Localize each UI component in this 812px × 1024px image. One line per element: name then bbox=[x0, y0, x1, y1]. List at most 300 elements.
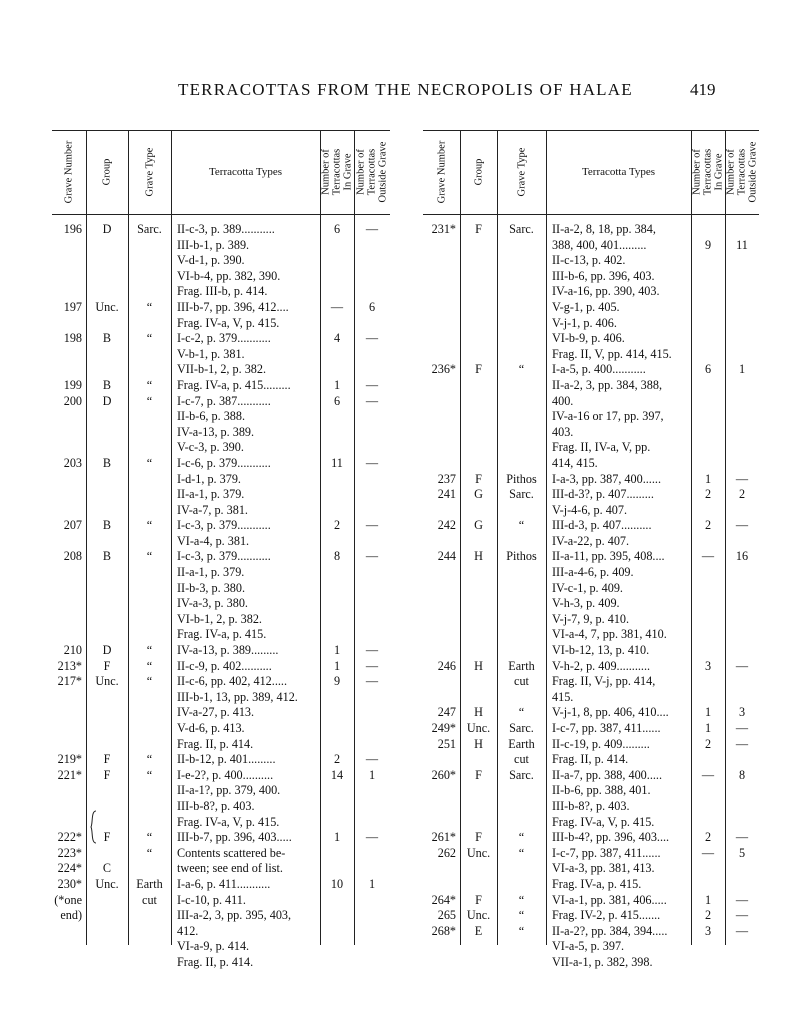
terracotta-types-cell: 400. bbox=[552, 393, 574, 408]
terracotta-types-cell: Frag. IV-a, p. 415. bbox=[552, 876, 642, 891]
table-row bbox=[52, 316, 390, 332]
grave-number-cell: 200 bbox=[63, 393, 82, 408]
grave-type-cell: “ bbox=[518, 705, 525, 720]
terracotta-types-cell: I-c-7, pp. 387, 411...... bbox=[552, 845, 661, 860]
outside-grave-count-cell: — bbox=[365, 830, 379, 845]
grave-type-cell: “ bbox=[146, 752, 153, 767]
terracotta-types-cell: III-d-3?, p. 407......... bbox=[552, 487, 654, 502]
in-grave-count-cell: — bbox=[330, 299, 344, 314]
grave-type-cell: cut bbox=[514, 752, 529, 767]
terracotta-types-cell: I-c-3, p. 379........... bbox=[177, 518, 271, 533]
table-row bbox=[423, 362, 759, 378]
group-cell: C bbox=[102, 861, 112, 876]
grave-number-cell: 268* bbox=[431, 923, 456, 938]
terracotta-types-cell: Frag. III-b, p. 414. bbox=[177, 284, 268, 299]
table-row bbox=[52, 472, 390, 488]
grave-number-cell: 224* bbox=[57, 861, 82, 876]
grave-type-cell: cut bbox=[142, 892, 157, 907]
col-header-outside-grave: Number of Terracottas Outside Grave bbox=[355, 141, 389, 203]
terracotta-types-cell: Frag. II, V-j, pp. 414, bbox=[552, 674, 656, 689]
terracotta-types-cell: V-j-4-6, p. 407. bbox=[552, 502, 628, 517]
in-grave-count-cell: 2 bbox=[704, 518, 712, 533]
table-row bbox=[52, 347, 390, 363]
table-row bbox=[52, 378, 390, 394]
terracotta-types-cell: V-d-6, p. 413. bbox=[177, 721, 245, 735]
in-grave-count-cell: 6 bbox=[704, 362, 712, 377]
outside-grave-count-cell: — bbox=[365, 518, 379, 533]
grave-number-cell: 231* bbox=[431, 222, 456, 236]
grave-type-cell: Earth bbox=[508, 736, 535, 751]
left-table-body bbox=[52, 222, 390, 971]
terracotta-types-cell: II-a-1, p. 379. bbox=[177, 487, 245, 502]
table-row bbox=[52, 955, 390, 971]
terracotta-types-cell: VI-a-4, p. 381. bbox=[177, 533, 250, 548]
group-cell: Unc. bbox=[95, 674, 119, 689]
terracotta-types-cell: IV-a-16 or 17, pp. 397, bbox=[552, 409, 664, 424]
table-row bbox=[52, 300, 390, 316]
terracotta-types-cell: II-a-1, p. 379. bbox=[177, 565, 245, 580]
grave-number-cell: 203 bbox=[63, 455, 82, 470]
table-row bbox=[52, 253, 390, 269]
table-row bbox=[52, 877, 390, 893]
group-cell: D bbox=[102, 222, 112, 236]
terracotta-types-cell: VII-b-1, 2, p. 382. bbox=[177, 362, 267, 377]
terracotta-types-cell: II-b-3, p. 380. bbox=[177, 580, 246, 595]
outside-grave-count-cell: 1 bbox=[368, 767, 376, 782]
table-row bbox=[52, 924, 390, 940]
table-row bbox=[52, 846, 390, 862]
table-row bbox=[52, 721, 390, 737]
table-row bbox=[423, 659, 759, 675]
in-grave-count-cell: 2 bbox=[704, 487, 712, 502]
outside-grave-count-cell: 3 bbox=[738, 705, 746, 720]
grave-number-cell: end) bbox=[60, 908, 82, 923]
terracotta-types-cell: III-b-6, pp. 396, 403. bbox=[552, 268, 655, 283]
group-cell: G bbox=[474, 487, 483, 502]
terracotta-types-cell: Frag. IV-a, V, p. 415. bbox=[177, 315, 280, 330]
terracotta-types-cell: Frag. II, p. 414. bbox=[552, 752, 629, 767]
terracotta-types-cell: II-b-6, pp. 388, 401. bbox=[552, 783, 651, 798]
grave-type-cell: “ bbox=[518, 923, 525, 938]
group-cell: F bbox=[103, 752, 111, 767]
in-grave-count-cell: 1 bbox=[704, 705, 712, 720]
grave-number-cell: 246 bbox=[437, 658, 456, 673]
terracotta-types-cell: Frag. II, IV-a, V, pp. bbox=[552, 440, 651, 455]
table-row bbox=[52, 425, 390, 441]
table-row bbox=[52, 394, 390, 410]
grave-type-cell: Sarc. bbox=[137, 222, 162, 236]
grave-number-cell: 249* bbox=[431, 721, 456, 735]
table-row bbox=[52, 705, 390, 721]
grave-number-cell: 236* bbox=[431, 362, 456, 377]
table-row bbox=[52, 581, 390, 597]
table-row bbox=[52, 815, 390, 831]
grave-number-cell: 247 bbox=[437, 705, 456, 720]
col-header-in-grave: Number of Terracottas In Grave bbox=[320, 148, 354, 196]
table-row bbox=[52, 690, 390, 706]
outside-grave-count-cell: — bbox=[735, 923, 749, 938]
grave-type-cell: Pithos bbox=[506, 549, 537, 564]
grave-number-cell: 207 bbox=[63, 518, 82, 533]
outside-grave-count-cell: — bbox=[365, 674, 379, 689]
terracotta-types-cell: I-a-5, p. 400........... bbox=[552, 362, 646, 377]
terracotta-types-cell: V-g-1, p. 405. bbox=[552, 299, 620, 314]
table-row bbox=[423, 596, 759, 612]
in-grave-count-cell: 1 bbox=[333, 658, 341, 673]
terracotta-types-cell: IV-a-22, p. 407. bbox=[552, 533, 630, 548]
outside-grave-count-cell: — bbox=[735, 518, 749, 533]
table-row bbox=[423, 674, 759, 690]
terracotta-types-cell: III-b-7, pp. 396, 412.... bbox=[177, 299, 289, 314]
group-cell: D bbox=[102, 643, 112, 658]
terracotta-types-cell: II-a-2, 8, 18, pp. 384, bbox=[552, 222, 656, 236]
terracotta-types-cell: II-c-6, pp. 402, 412..... bbox=[177, 674, 288, 689]
group-cell: D bbox=[102, 393, 112, 408]
table-row bbox=[52, 908, 390, 924]
outside-grave-count-cell: 16 bbox=[735, 549, 749, 564]
table-row bbox=[52, 627, 390, 643]
grave-number-cell: 197 bbox=[63, 299, 82, 314]
group-cell: H bbox=[474, 705, 483, 720]
in-grave-count-cell: 6 bbox=[333, 222, 341, 236]
in-grave-count-cell: 2 bbox=[333, 752, 341, 767]
group-cell: F bbox=[475, 892, 482, 907]
table-row bbox=[423, 846, 759, 862]
terracotta-types-cell: III-b-8?, p. 403. bbox=[177, 798, 255, 813]
group-cell: H bbox=[474, 549, 483, 564]
terracotta-types-cell: V-d-1, p. 390. bbox=[177, 253, 245, 268]
table-row bbox=[52, 549, 390, 565]
terracotta-types-cell: I-c-2, p. 379........... bbox=[177, 331, 271, 346]
grave-number-cell: 199 bbox=[63, 377, 82, 392]
table-row bbox=[52, 596, 390, 612]
terracotta-types-cell: I-d-1, p. 379. bbox=[177, 471, 241, 486]
terracotta-types-cell: 403. bbox=[552, 424, 574, 439]
group-cell: H bbox=[474, 736, 483, 751]
table-row bbox=[423, 627, 759, 643]
col-header-grave-type: Grave Type bbox=[144, 147, 155, 197]
grave-type-cell: “ bbox=[518, 362, 525, 377]
table-row bbox=[423, 737, 759, 753]
grave-number-cell: 265 bbox=[437, 908, 456, 923]
terracotta-types-cell: II-c-3, p. 389........... bbox=[177, 222, 275, 236]
terracotta-types-cell: IV-a-13, p. 389. bbox=[177, 424, 255, 439]
outside-grave-count-cell: — bbox=[365, 222, 379, 236]
col-header-outside-grave: Number of Terracottas Outside Grave bbox=[725, 141, 759, 203]
grave-number-cell: 222* bbox=[57, 830, 82, 845]
in-grave-count-cell: 1 bbox=[333, 830, 341, 845]
terracotta-types-cell: Frag. II, p. 414. bbox=[177, 736, 254, 751]
table-row bbox=[52, 269, 390, 285]
table-row bbox=[423, 565, 759, 581]
terracotta-types-cell: II-b-6, p. 388. bbox=[177, 409, 246, 424]
grave-number-cell: 261* bbox=[431, 830, 456, 845]
terracotta-types-cell: III-b-7, pp. 396, 403..... bbox=[177, 830, 292, 845]
grave-number-cell: 223* bbox=[57, 845, 82, 860]
terracotta-types-cell: Frag. II, p. 414. bbox=[177, 954, 254, 969]
col-header-grave-number: Grave Number bbox=[63, 140, 75, 204]
terracotta-types-cell: V-j-7, 9, p. 410. bbox=[552, 611, 630, 626]
terracotta-types-cell: I-a-3, pp. 387, 400...... bbox=[552, 471, 661, 486]
in-grave-count-cell: 2 bbox=[704, 736, 712, 751]
terracotta-types-cell: VI-b-4, pp. 382, 390. bbox=[177, 268, 281, 283]
terracotta-types-cell: II-a-2?, pp. 384, 394..... bbox=[552, 923, 668, 938]
grave-number-cell: 208 bbox=[63, 549, 82, 564]
grave-type-cell: “ bbox=[146, 767, 153, 782]
grave-type-cell: cut bbox=[514, 674, 529, 689]
table-row bbox=[423, 549, 759, 565]
table-row bbox=[423, 768, 759, 784]
terracotta-types-cell: V-h-2, p. 409........... bbox=[552, 658, 651, 673]
page-number: 419 bbox=[690, 80, 716, 99]
table-row bbox=[423, 924, 759, 940]
grave-type-cell: Pithos bbox=[506, 471, 537, 486]
table-row bbox=[52, 487, 390, 503]
outside-grave-count-cell: 6 bbox=[368, 299, 376, 314]
terracotta-types-cell: I-c-3, p. 379........... bbox=[177, 549, 271, 564]
grave-type-cell: “ bbox=[146, 845, 153, 860]
in-grave-count-cell: 3 bbox=[704, 923, 712, 938]
grave-number-cell: 237 bbox=[437, 471, 456, 486]
col-header-terracotta-types: Terracotta Types bbox=[581, 166, 656, 178]
terracotta-types-cell: Frag. IV-2, p. 415....... bbox=[552, 908, 661, 923]
grave-type-cell: “ bbox=[146, 674, 153, 689]
grave-number-cell: 221* bbox=[57, 767, 82, 782]
table-row bbox=[423, 269, 759, 285]
group-cell: B bbox=[102, 377, 112, 392]
group-cell: F bbox=[475, 471, 482, 486]
terracotta-types-cell: I-c-6, p. 379........... bbox=[177, 455, 271, 470]
outside-grave-count-cell: — bbox=[365, 377, 379, 392]
group-cell: F bbox=[103, 767, 111, 782]
terracotta-types-cell: IV-a-7, p. 381. bbox=[177, 502, 248, 517]
terracotta-types-cell: III-d-3, p. 407.......... bbox=[552, 518, 652, 533]
table-row bbox=[423, 690, 759, 706]
table-row bbox=[423, 472, 759, 488]
table-row bbox=[423, 955, 759, 971]
table-row bbox=[423, 347, 759, 363]
grave-type-cell: “ bbox=[518, 908, 525, 923]
grave-number-cell: 196 bbox=[63, 222, 82, 236]
terracotta-types-cell: Frag. II, V, pp. 414, 415. bbox=[552, 346, 672, 361]
in-grave-count-cell: 14 bbox=[330, 767, 344, 782]
terracotta-types-cell: III-b-1, p. 389. bbox=[177, 237, 250, 252]
grave-type-cell: Earth bbox=[508, 658, 535, 673]
group-cell: F bbox=[475, 362, 482, 377]
col-header-terracotta-types: Terracotta Types bbox=[208, 166, 283, 178]
in-grave-count-cell: 9 bbox=[333, 674, 341, 689]
group-cell: B bbox=[102, 518, 112, 533]
group-cell: F bbox=[475, 222, 482, 236]
table-row bbox=[423, 456, 759, 472]
terracotta-types-cell: V-c-3, p. 390. bbox=[177, 440, 244, 455]
table-row bbox=[423, 581, 759, 597]
table-row bbox=[423, 425, 759, 441]
grave-number-cell: 198 bbox=[63, 331, 82, 346]
table-row bbox=[52, 456, 390, 472]
col-header-grave-number: Grave Number bbox=[436, 140, 447, 204]
terracotta-types-cell: I-e-2?, p. 400.......... bbox=[177, 767, 274, 782]
in-grave-count-cell: 8 bbox=[333, 549, 341, 564]
terracotta-types-cell: III-b-8?, p. 403. bbox=[552, 798, 630, 813]
table-row bbox=[52, 409, 390, 425]
grave-number-cell: 210 bbox=[63, 643, 82, 658]
group-cell: Unc. bbox=[466, 845, 491, 860]
outside-grave-count-cell: 11 bbox=[736, 237, 748, 252]
grave-type-cell: Sarc. bbox=[509, 767, 534, 782]
group-brace bbox=[88, 810, 98, 844]
grave-number-cell: 217* bbox=[57, 674, 82, 689]
table-row bbox=[423, 518, 759, 534]
grave-number-cell: (*one bbox=[54, 892, 82, 907]
terracotta-types-cell: VI-b-1, 2, p. 382. bbox=[177, 611, 262, 626]
in-grave-count-cell: 3 bbox=[704, 658, 712, 673]
terracotta-types-cell: VII-a-1, p. 382, 398. bbox=[552, 954, 653, 969]
table-row bbox=[423, 378, 759, 394]
col-header-group: Group bbox=[473, 158, 484, 186]
group-cell: Unc. bbox=[95, 876, 119, 891]
outside-grave-count-cell: 5 bbox=[738, 845, 746, 860]
outside-grave-count-cell: — bbox=[735, 830, 749, 845]
outside-grave-count-cell: — bbox=[735, 721, 749, 735]
terracotta-types-cell: VI-a-5, p. 397. bbox=[552, 939, 625, 954]
terracotta-types-cell: IV-a-27, p. 413. bbox=[177, 705, 255, 720]
table-row bbox=[423, 893, 759, 909]
terracotta-types-cell: tween; see end of list. bbox=[177, 861, 283, 876]
terracotta-types-cell: VI-a-3, pp. 381, 413. bbox=[552, 861, 655, 876]
group-cell: Unc. bbox=[466, 908, 491, 923]
table-row bbox=[52, 737, 390, 753]
grave-number-cell: 241 bbox=[437, 487, 456, 502]
outside-grave-count-cell: — bbox=[735, 658, 749, 673]
table-row bbox=[52, 643, 390, 659]
group-cell: E bbox=[474, 923, 483, 938]
in-grave-count-cell: 1 bbox=[333, 377, 341, 392]
terracotta-types-cell: Frag. IV-a, V, p. 415. bbox=[177, 814, 280, 829]
grave-type-cell: “ bbox=[146, 331, 153, 346]
terracotta-types-cell: II-b-12, p. 401......... bbox=[177, 752, 276, 767]
outside-grave-count-cell: — bbox=[365, 643, 379, 658]
table-row bbox=[52, 939, 390, 955]
in-grave-count-cell: — bbox=[701, 549, 715, 564]
in-grave-count-cell: — bbox=[701, 845, 715, 860]
terracotta-types-cell: III-a-2, 3, pp. 395, 403, bbox=[177, 908, 292, 923]
terracotta-types-cell: II-c-9, p. 402.......... bbox=[177, 658, 272, 673]
table-header-rule bbox=[52, 214, 390, 215]
table-row bbox=[52, 799, 390, 815]
in-grave-count-cell: 10 bbox=[330, 876, 344, 891]
grave-type-cell: Sarc. bbox=[509, 721, 534, 735]
table-row bbox=[423, 877, 759, 893]
table-row bbox=[423, 705, 759, 721]
terracotta-types-cell: III-b-1, 13, pp. 389, 412. bbox=[177, 689, 298, 704]
outside-grave-count-cell: — bbox=[735, 892, 749, 907]
terracotta-types-cell: V-j-1, 8, pp. 406, 410.... bbox=[552, 705, 669, 720]
outside-grave-count-cell: 1 bbox=[368, 876, 376, 891]
table-row bbox=[52, 659, 390, 675]
table-row bbox=[423, 752, 759, 768]
terracotta-types-cell: Frag. IV-a, p. 415......... bbox=[177, 377, 291, 392]
table-row bbox=[52, 503, 390, 519]
grave-number-cell: 260* bbox=[431, 767, 456, 782]
table-row bbox=[423, 908, 759, 924]
table-row bbox=[52, 783, 390, 799]
table-row bbox=[52, 861, 390, 877]
outside-grave-count-cell: 8 bbox=[738, 767, 746, 782]
terracotta-types-cell: I-c-10, p. 411. bbox=[177, 892, 246, 907]
table-row bbox=[52, 222, 390, 238]
table-row bbox=[423, 721, 759, 737]
grave-number-cell: 251 bbox=[437, 736, 456, 751]
terracotta-types-cell: 412. bbox=[177, 923, 199, 938]
table-row bbox=[52, 331, 390, 347]
grave-type-cell: Sarc. bbox=[509, 487, 534, 502]
terracotta-types-cell: IV-a-3, p. 380. bbox=[177, 596, 248, 611]
terracotta-types-cell: IV-a-13, p. 389......... bbox=[177, 643, 279, 658]
terracotta-types-cell: V-b-1, p. 381. bbox=[177, 346, 245, 361]
table-row bbox=[423, 487, 759, 503]
grave-type-cell: “ bbox=[146, 549, 153, 564]
group-cell: B bbox=[102, 455, 112, 470]
terracotta-types-cell: II-c-19, p. 409......... bbox=[552, 736, 650, 751]
terracotta-types-cell: I-a-6, p. 411........... bbox=[177, 876, 271, 891]
terracotta-types-cell: II-c-13, p. 402. bbox=[552, 253, 626, 268]
col-header-group: Group bbox=[101, 158, 113, 186]
outside-grave-count-cell: — bbox=[365, 658, 379, 673]
table-row bbox=[52, 768, 390, 784]
terracotta-types-cell: II-a-1?, pp. 379, 400. bbox=[177, 783, 281, 798]
table-row bbox=[52, 534, 390, 550]
table-row bbox=[423, 394, 759, 410]
table-row bbox=[423, 300, 759, 316]
running-title: TERRACOTTAS FROM THE NECROPOLIS OF HALAE bbox=[178, 80, 633, 99]
table-row bbox=[423, 284, 759, 300]
terracotta-types-cell: VI-a-9, p. 414. bbox=[177, 939, 250, 954]
table-row bbox=[423, 830, 759, 846]
in-grave-count-cell: 2 bbox=[704, 908, 712, 923]
table-row bbox=[423, 503, 759, 519]
terracotta-types-cell: 415. bbox=[552, 689, 574, 704]
table-row bbox=[423, 238, 759, 254]
terracotta-types-cell: IV-a-16, pp. 390, 403. bbox=[552, 284, 660, 299]
table-row bbox=[52, 674, 390, 690]
grave-type-cell: “ bbox=[146, 299, 153, 314]
in-grave-count-cell: 11 bbox=[331, 455, 343, 470]
in-grave-count-cell: 1 bbox=[704, 892, 712, 907]
outside-grave-count-cell: — bbox=[365, 331, 379, 346]
table-row bbox=[423, 409, 759, 425]
terracotta-types-cell: II-a-11, pp. 395, 408.... bbox=[552, 549, 665, 564]
table-row bbox=[52, 612, 390, 628]
grave-number-cell: 230* bbox=[57, 876, 82, 891]
table-row bbox=[423, 331, 759, 347]
terracotta-types-cell: II-a-2, 3, pp. 384, 388, bbox=[552, 377, 663, 392]
table-header-rule bbox=[423, 214, 759, 215]
terracotta-types-cell: VI-a-4, 7, pp. 381, 410. bbox=[552, 627, 667, 642]
terracotta-types-cell: IV-c-1, p. 409. bbox=[552, 580, 623, 595]
terracotta-types-cell: VI-b-9, p. 406. bbox=[552, 331, 625, 346]
table-row bbox=[423, 643, 759, 659]
group-cell: H bbox=[474, 658, 483, 673]
table-row bbox=[423, 534, 759, 550]
in-grave-count-cell: — bbox=[701, 767, 715, 782]
outside-grave-count-cell: — bbox=[365, 752, 379, 767]
terracotta-types-cell: II-a-7, pp. 388, 400..... bbox=[552, 767, 663, 782]
table-row bbox=[423, 253, 759, 269]
terracotta-types-cell: V-h-3, p. 409. bbox=[552, 596, 620, 611]
group-cell: F bbox=[103, 830, 111, 845]
outside-grave-count-cell: — bbox=[735, 736, 749, 751]
